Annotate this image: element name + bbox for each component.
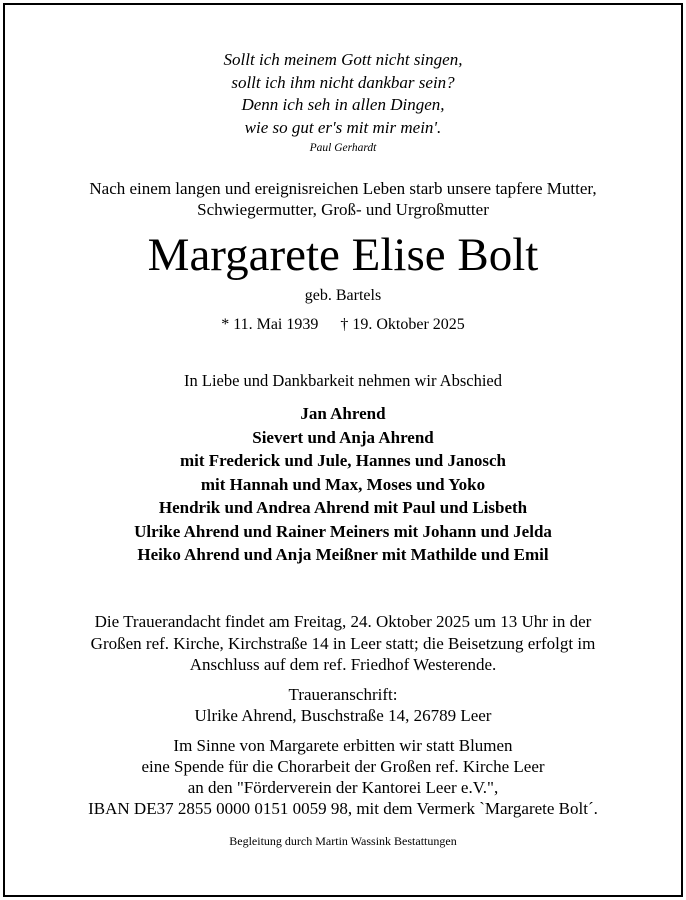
poem-line: Sollt ich meinem Gott nicht singen,	[223, 50, 463, 69]
family-member: Heiko Ahrend und Anja Meißner mit Mathilde und Emil	[137, 545, 549, 564]
family-member: Sievert und Anja Ahrend	[252, 427, 434, 447]
family-list	[0, 402, 686, 567]
donation-line: an den "Förderverein der Kantorei Leer e.V.",	[187, 778, 499, 797]
intro-line: Schwiegermutter, Groß- und Urgroßmutter	[197, 200, 489, 219]
address-value: Ulrike Ahrend, Buschstraße 14, 26789 Leer	[194, 706, 492, 725]
life-dates	[0, 315, 686, 335]
donation-line: IBAN DE37 2855 0000 0151 0059 98, mit dem Vermerk `Margarete Bolt´.	[88, 799, 598, 818]
death-date: † 19. Oktober 2025	[340, 316, 465, 333]
donation-request	[0, 735, 686, 819]
poem	[0, 49, 686, 139]
poem-line: sollt ich ihm nicht dankbar sein?	[231, 72, 455, 92]
maiden-name: geb. Bartels	[304, 287, 382, 304]
intro-line: Nach einem langen und ereignisreichen Leben starb unsere tapfere Mutter,	[89, 179, 597, 198]
donation-line: eine Spende für die Chorarbeit der Großen ref. Kirche Leer	[141, 757, 545, 776]
farewell-line: In Liebe und Dankbarkeit nehmen wir Abschied	[184, 371, 502, 390]
family-member: mit Frederick und Jule, Hannes und Janosch	[179, 451, 507, 470]
service-line: Die Trauerandacht findet am Freitag, 24. Oktober 2025 um 13 Uhr in der	[94, 612, 592, 631]
poem-line: wie so gut er's mit mir mein'.	[244, 117, 442, 137]
service-line: Großen ref. Kirche, Kirchstraße 14 in Leer statt; die Beisetzung erfolgt im	[90, 633, 596, 653]
donation-line: Im Sinne von Margarete erbitten wir statt Blumen	[173, 736, 513, 755]
undertaker-credit: Begleitung durch Martin Wassink Bestattungen	[229, 834, 457, 848]
service-line: Anschluss auf dem ref. Friedhof Westerende.	[189, 655, 497, 674]
intro-text	[0, 178, 686, 220]
birth-date: * 11. Mai 1939	[221, 316, 319, 333]
poem-author: Paul Gerhardt	[309, 142, 377, 154]
mourning-address	[0, 684, 686, 726]
family-member: Ulrike Ahrend und Rainer Meiners mit Johann und Jelda	[134, 521, 552, 541]
poem-line: Denn ich seh in allen Dingen,	[241, 95, 445, 114]
service-info	[0, 611, 686, 676]
address-label: Traueranschrift:	[288, 685, 398, 704]
deceased-name: Margarete Elise Bolt	[147, 229, 539, 281]
family-member: Jan Ahrend	[300, 404, 386, 423]
family-member: Hendrik und Andrea Ahrend mit Paul und Lisbeth	[158, 498, 528, 517]
family-member: mit Hannah und Max, Moses und Yoko	[200, 474, 486, 494]
